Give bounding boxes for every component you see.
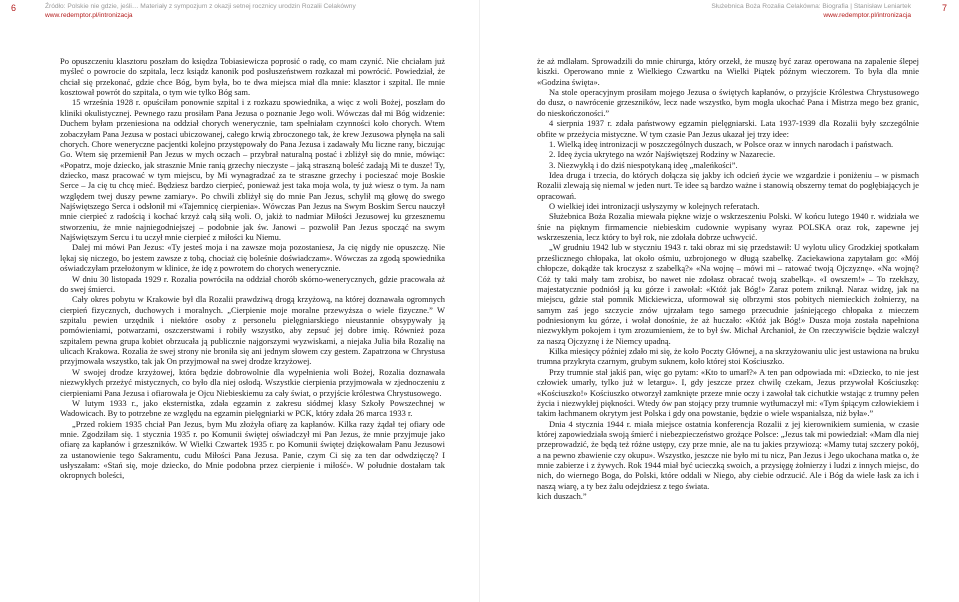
body-text <box>60 56 445 481</box>
running-head: Służebnica Boża Rozalia Celakówna: Biografia | Stanisław Leniartek <box>711 3 911 10</box>
header-url[interactable]: www.redemptor.pl/intronizacja <box>45 12 133 19</box>
paragraph: Służebnica Boża Rozalia miewała piękne wizje o wskrzeszeniu Polski. W końcu lutego 1940 r. widziała we śnie na pięknym firmamencie niebieskim cudownie wypisany wyraz POLSKA oraz rok, zapewne jej wskrzeszenia, lecz który to był rok, nie zdołała dobrze uchwycić. <box>537 211 919 243</box>
paragraph: że aż mdlałam. Sprowadzili do mnie chirurga, który orzekł, że muszę być zaraz operowana na zapalenie ślepej kiszki. Operowano mnie z Wielkiego Czwartku na Wielki Piątek późnym wieczorem. To była dla mnie «Godzina święta». <box>537 56 919 87</box>
paragraph: „Przed rokiem 1935 chciał Pan Jezus, bym Mu złożyła ofiarę za kapłanów. Kilka razy żądał tej ofiary ode mnie. Zgodziłam się. 1 stycznia 1935 r. po Komunii świętej oświadczył mi Pan Jezus, że mnie przyjmuje jako ofiarę za kapłanów i grzeszników. W Wielki Czwartek 1935 r. po Komunii świętej dziękowałam Panu Jezusowi za ustanowienie tego Sakramentu, cudu Miłości Pana Jezusa. Panie, czym Ci się za ten dar odwdzięczę? I usłyszałam: «Stań się, moje dziecko, do Mnie podobna przez cierpienie i miłość». W południe dostałam tak okropnych boleści, <box>60 418 445 481</box>
paragraph: Idea druga i trzecia, do których dołącza się jakby ich odcień życie we wzgardzie i poniżeniu – w pismach Rozalii zlewają się niemal w jeden nurt. Te idee są bardzo ważne i stanowią obszerny temat do pogłębiających je opracowań. <box>537 169 919 201</box>
running-header <box>45 2 472 20</box>
paragraph: W swojej drodze krzyżowej, która będzie dobrowolnie dla wypełnienia woli Bożej, Rozalia doznawała niezwykłych przeżyć mistycznych, co było dla niej osłodą. Wszystkie cierpienia przyjmowała w zjednoczeniu z cierpieniami Pana Jezusa i ofiarowała je Ojcu Niebieskiemu za cały świat, o przyjście królestwa Chrystusowego. <box>60 366 445 398</box>
paragraph: O wielkiej idei intronizacji usłyszymy w kolejnych referatach. <box>549 201 760 212</box>
page-number: 6 <box>11 3 17 13</box>
paragraph: 15 września 1928 r. opuściłam ponownie szpital i z rozkazu spowiednika, a więc z woli Bożej, poszłam do kliniki okulistycznej. Pewnego razu prosiłam Pana Jezusa o poznanie Jego woli. Wówczas dał mi Bóg widzenie: Duchem byłam przeniesiona na oddział chorych wenerycznie, tam spełniałam czynności koło chorych. Wtem zobaczyłam Pana Jezusa w postaci ubiczowanej, całego krwią zbroczonego tak, że krew Jezusowa płynęła na sali chorych. Chore weneryczne pacjentki kolejno przystępowały do Pana Jezusa i zadawały Mu liczne rany, biczując Go. Wtem się przemienił Pan Jezus w mych oczach – przybrał naturalną postać i zbliżył się do mnie, mówiąc: «Popatrz, moje dziecko, jak strasznie Mnie ranią grzechy nieczyste – jaką straszną boleść zadają Mi te dusze! Ty, dziecko, masz pracować w tym miejscu, by Mi wynagradzać za te straszne grzechy i pocieszać moje Boskie Serce – Ja cię tu chcę mieć. Będziesz bardzo cierpieć, ponieważ jest taka moja wola, ty już wiesz o tym. Ja nam względem twej duszy pewne zamiary». Po chwili zbliżył się do mnie Pan Jezus, schylił mą głowę do swego Najświętszego Serca i odsłonił mi «Tajemnicę cierpienia». Wówczas Pan Jezus na Swym Boskim Sercu nauczył mnie cierpieć z radością i kochać krzyż całą siłą woli. O, jakiż to nadmiar Miłości Jezusowej ku grzesznemu stworzeniu, że mnie najniegodniejszej – podobnie jak św. Janowi – pozwolił Pan Jezus spocząć na swym Najświętszym Sercu i tu uczył mnie cierpieć z miłości ku Niemu. <box>60 97 445 243</box>
paragraph: Dalej mi mówi Pan Jezus: «Ty jesteś moja i na zawsze moja pozostaniesz, Ja cię nigdy nie opuszczę. Nie lękaj się niczego, bo jestem zawsze z tobą, chociaż cię boleśnie doświadczam». Wówczas za zgodą spowiednika oświadczyłam przełożonym w klinice, że idę z powrotem do chorych wenerycznie. <box>60 242 445 274</box>
running-head: Źródło: Polskie nie gdzie, jeśli… Materiały z sympozjum z okazji setnej rocznicy urodzin Rozalii Celakówny <box>45 3 356 10</box>
paragraph: 1. Wielką ideę intronizacji w poszczególnych duszach, w Polsce oraz w innych narodach i państwach. <box>549 138 894 149</box>
paragraph: Na stole operacyjnym prosiłam mojego Jezusa o świętych kapłanów, o przyjście Królestwa Chrystusowego do dusz, o nawrócenie grzeszników, lecz nade wszystko, bym mogła ukochać Pana i Mistrza mego bez granic, do nieskończoności.” <box>537 87 919 118</box>
paragraph: „W grudniu 1942 lub w styczniu 1943 r. taki obraz mi się przedstawił: U wylotu ulicy Grodzkiej spotkałam prześlicznego chłopaka, lat około ośmiu, uzbrojonego w długą szabelkę. Zaciekawiona zapytałam go: «Mój chłopcze, dokądże tak kroczysz z szabelką?» «Na wojnę – mówi mi – ratować twoją Ojczyznę». «Na wojnę? Cóż ty taki mały tam zrobisz, bo nawet nie zdołasz obracać twoją szabelką». «I owszem!» – To rzekłszy, majestatycznie podniósł ją ku górze i zawołał: «Któż jak Bóg!» Zaraz potem zniknął. Naraz widzę, jak na miejscu, gdzie stał pomnik Mickiewicza, uformował się olbrzymi stos pobitych niemieckich żołnierzy, na samym zaś jego szczycie znów ujrzałam tego samego przecudnie jaśniejącego chłopaka z mieczem podniesionym ku górze, i wołał donośnie, że aż huczało: «Któż jak Bóg!» Dusza moja została napełniona niezwykłym pokojem i tym zrozumieniem, że to był św. Michał Archanioł, że On rzeczywiście będzie walczył za naszą Ojczyznę i że Niemcy upadną. <box>537 242 919 346</box>
paragraph: Dnia 4 stycznia 1944 r. miała miejsce ostatnia konferencja Rozalii z jej kierownikiem sumienia, w czasie której zapowiedziała swoją śmierć i niebezpieczeństwo grożące Polsce: „Jezus tak mi powiedział: «Mam dla niej przeprowadzić, że będą też różne ustępy, czy prze mnie, ale na tu jakies przywiozą: «Mamy tutaj szczery pokój, a na pewno zbawienie czy okupu». Wszystko, jeszcze nie było mi tu nicz, Pan Jezus i Jego ukochana matka o, że mnie zabierze i z żywych. Rok 1944 miał być ucieczką swoich, a przysięgę żołnierzy i ludzi z innych miejsc, do nich, do wiernego Boga, do Polski, które oddali w Niego, aby ciebie odrzucić. Ale i Bóg da wiele łask za ich i naszą wiarę, a ty bez żalu odejdziesz z tego świata. <box>537 418 919 491</box>
paragraph: W dniu 30 listopada 1929 r. Rozalia powróciła na oddział chorób skórno-wenerycznych, gdzie pracowała aż do swej śmierci. <box>60 273 445 294</box>
page-number: 7 <box>941 3 947 13</box>
paragraph: Kilka miesięcy później zdało mi się, że koło Poczty Głównej, a na skrzyżowaniu ulic jest ustawiona na bruku trumna przykryta czarnym, grubym suknem, koło której stoi Kościuszko. <box>537 346 919 367</box>
paragraph: Przy trumnie stał jakiś pan, więc go pytam: «Kto to umarł?» A ten pan odpowiada mi: «Dziecko, to nie jest człowiek umarły, tylko już w letargu». I, gdy jeszcze przez chwilę czekam, Jezus przywołał Kościuszkę: «Kościuszko!» Kościuszko otworzył zamknięte przeze mnie oczy i zawołał tak cichutkie wstając z trumny pełen życia i niezwykłej piękności. Wtedy ów pan stojący przy trumnie wytłumaczył mi: «Tym śpiącym człowiekiem i takim łachmanem okrytym jest Polska i gdy ona powstanie, będzie o wiele wspanialsza, niż była».” <box>537 366 919 419</box>
running-header <box>514 2 911 20</box>
body-text <box>537 56 919 501</box>
paragraph: Po opuszczeniu klasztoru poszłam do księdza Tobiasiewicza poprosić o radę, co mam czynić. Nie chciałam już myśleć o powrocie do szpitala, lecz ksiądz kanonik pod posłuszeństwem rozkazał mi powrócić. Powiedział, że chciał się przekonać, gdzie chce Bóg, bym była, bo te dwa miejsca miał dla mnie: klasztor i szpital. Ile mnie kosztował powrót do szpitala, o tym wie tylko Bóg sam. <box>60 56 445 98</box>
paragraph: Cały okres pobytu w Krakowie był dla Rozalii prawdziwą drogą krzyżową, na której doznawała ogromnych cierpień fizycznych, duchowych i moralnych. „Cierpienie moje moralne przewyższa o wiele fizyczne.” W szpitalu pewien urzędnik i niektóre osoby z personelu pielęgniarskiego nieustannie obsypywały ją pomówieniami, potwarzami, oszczerstwami i robiły wszystko, aby zepsuć jej dobre imię. Również poza szpitalem pewna grupa kobiet obrzucała ją publicznie najgorszymi wyzwiskami, a niejaka Julia biła Rozalię na ulicach Krakowa. Rozalia że swej strony nie broniła się ani jednym słowem czy gestem. Zapatrzona w Chrystusa przyjmowała wszystko, tak jak On przyjmował na swej drodze krzyżowej. <box>60 294 445 367</box>
paragraph: 4 sierpnia 1937 r. zdała państwowy egzamin pielęgniarski. Lata 1937-1939 dla Rozalii były szczególnie obfite w przeżycia mistyczne. W tym czasie Pan Jezus ukazał jej trzy idee: <box>537 118 919 139</box>
paragraph: 3. Niezwykłą i do dziś niespotykaną ideę „maleńkości”. <box>549 159 738 170</box>
paragraph: 2. Ideę życia ukrytego na wzór Najświętszej Rodziny w Nazarecie. <box>549 149 776 160</box>
right-page <box>480 0 959 602</box>
paragraph: kich duszach.” <box>537 491 587 502</box>
paragraph: W lutym 1933 r., jako eksternistka, zdała egzamin z zakresu siódmej klasy Szkoły Powszechnej w Wadowicach. By to potrzebne ze względu na egzamin pielęgniarki w PCK, który zdała 26 marca 1933 r. <box>60 397 445 419</box>
header-url[interactable]: www.redemptor.pl/intronizacja <box>823 12 911 19</box>
